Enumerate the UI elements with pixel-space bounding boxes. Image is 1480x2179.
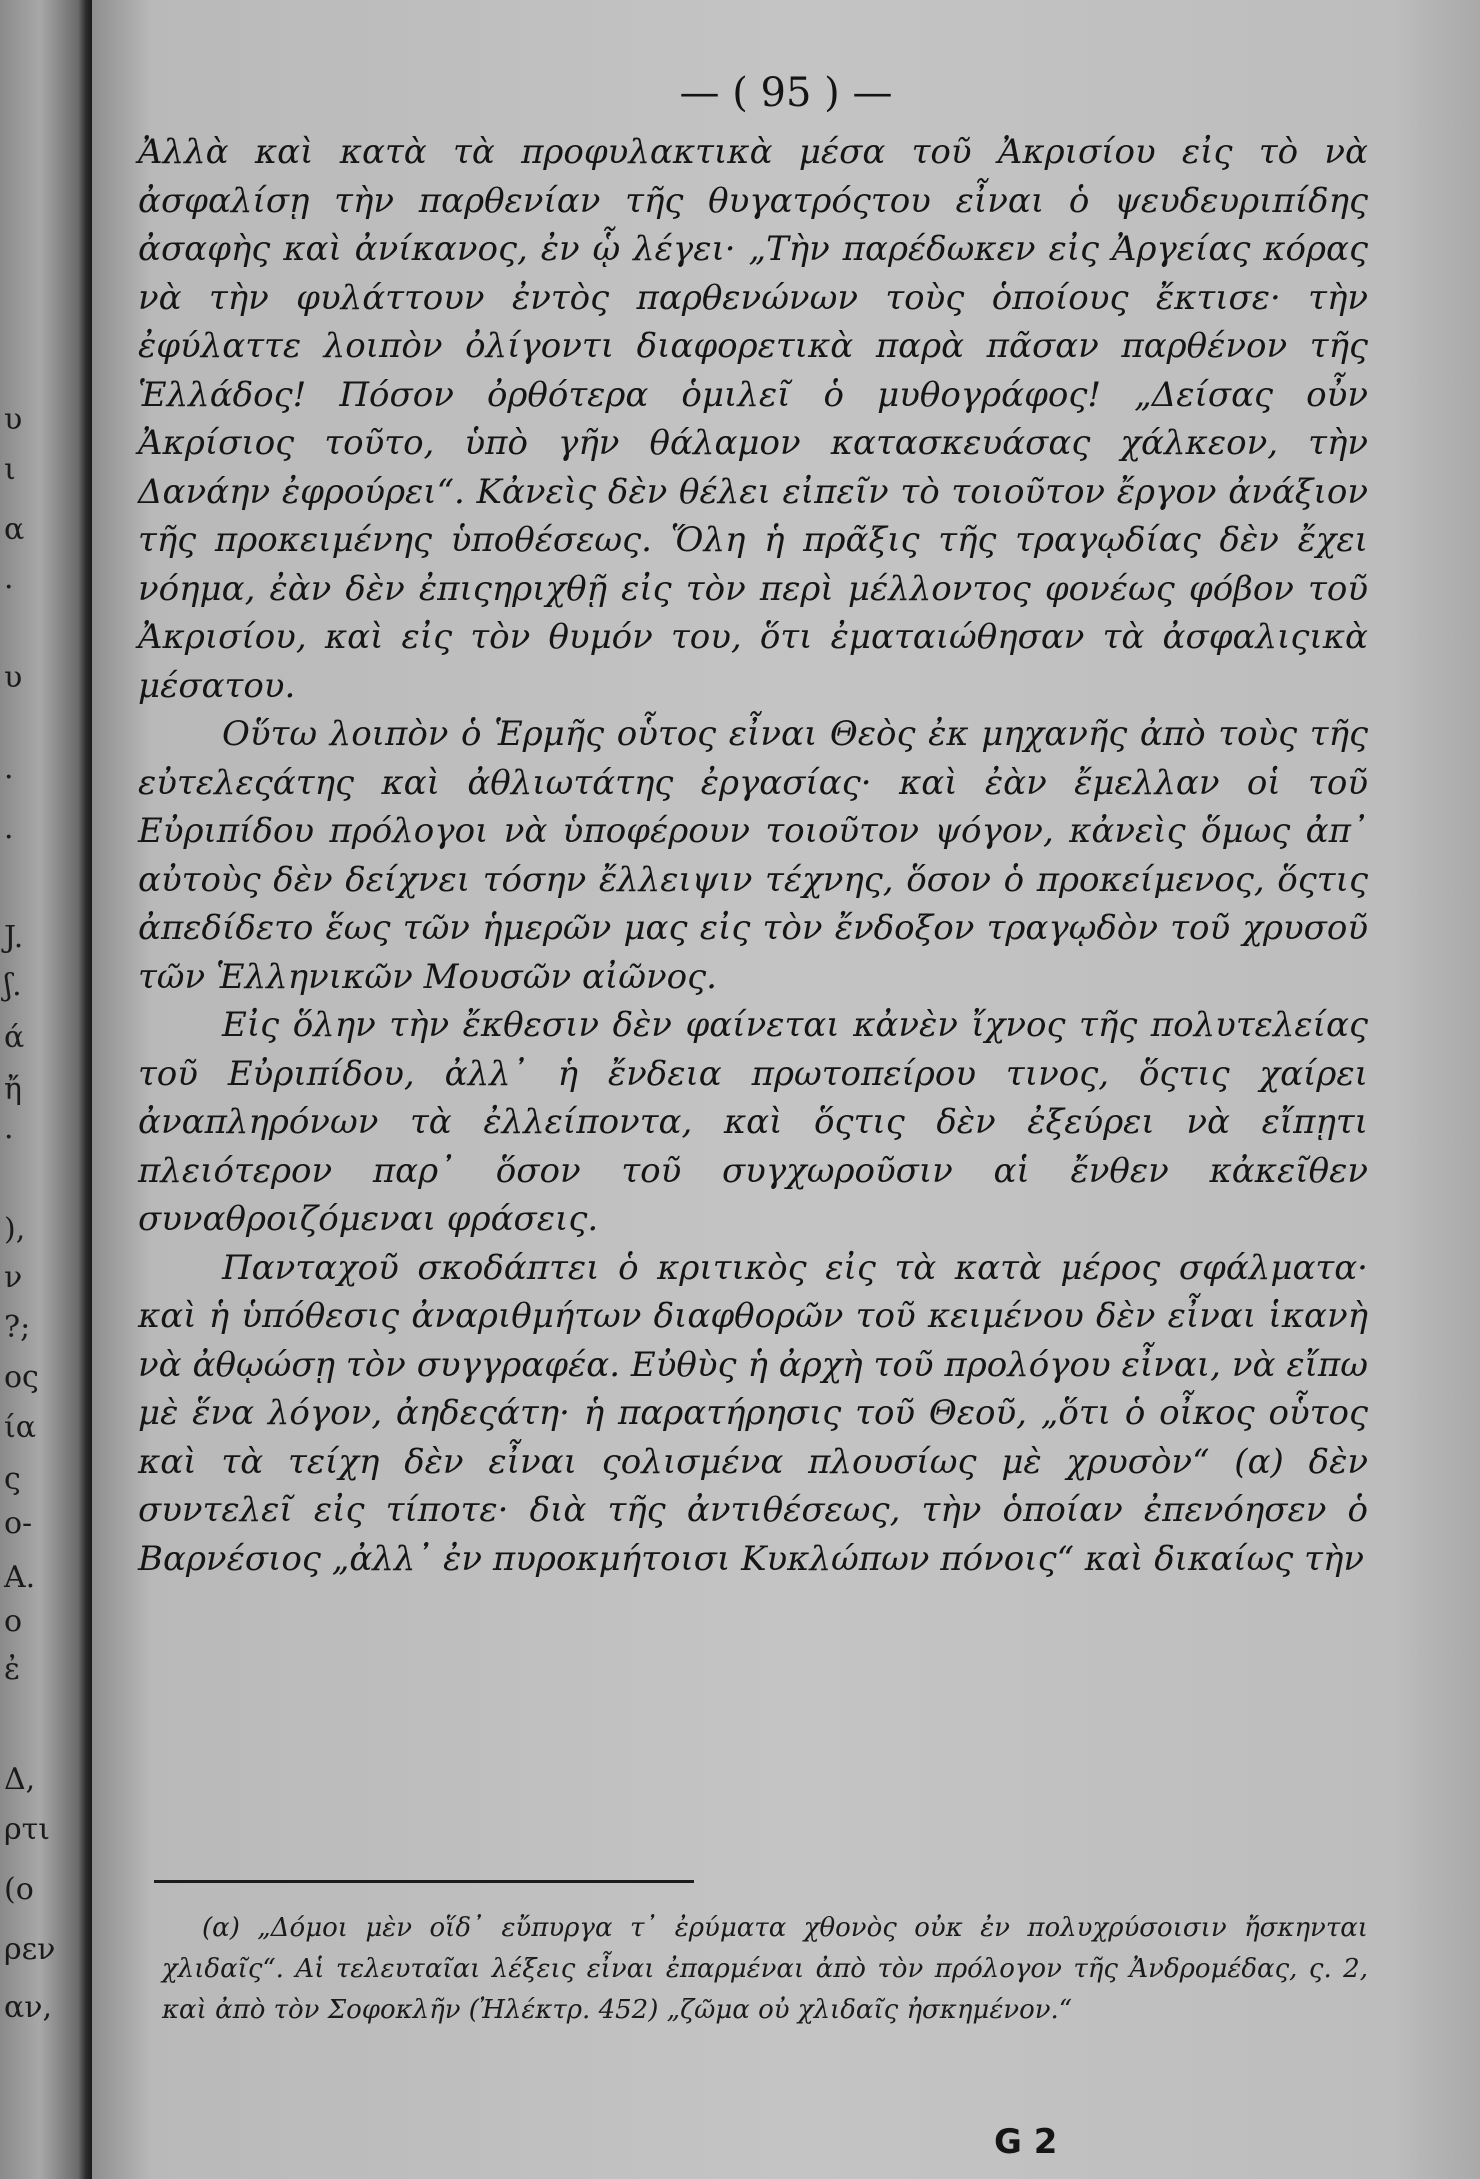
margin-fragment: · (4, 820, 14, 855)
signature-mark: G 2 (994, 2122, 1058, 2162)
margin-fragment: (ο (4, 1872, 34, 1907)
margin-fragment: ς (4, 1462, 21, 1497)
margin-fragment: αν, (4, 1990, 53, 2025)
margin-fragment: A. (4, 1560, 36, 1595)
margin-fragment: Δ, (4, 1762, 36, 1797)
footnote: (α) „Δόμοι μὲν οἵδ᾽ εὔπυργα τ᾽ ἐρύματα χθονὸς οὐκ ἐν πολυχρύσοισιν ἤσκηνται χλιδαῖς“. Αἱ τελευταῖαι λέξεις εἶναι ἐπαρμέναι ἀπὸ τὸν πρόλογον τῆς Ἀνδρομέδας, ς. 2, καὶ ἀπὸ τὸν Σοφοκλῆν (Ἠλέκτρ. 452) „ζῶμα οὐ χλιδαῖς ἠσκημένον.“ (162, 1913, 1368, 2025)
margin-fragment: ἐ (4, 1652, 21, 1687)
adjacent-page-margin (0, 0, 92, 2179)
margin-fragment: · (4, 1120, 14, 1155)
margin-fragment: υ (4, 660, 23, 695)
margin-fragment: ο (4, 1604, 23, 1639)
margin-fragment: ος (4, 1360, 39, 1395)
margin-fragment: · (4, 760, 14, 795)
page-number-header: — ( 95 ) — (679, 70, 893, 116)
margin-fragment: ?; (4, 1310, 31, 1345)
margin-fragment: ο- (4, 1506, 33, 1541)
paragraph: Εἰς ὅλην τὴν ἔκθεσιν δὲν φαίνεται κἀνὲν ἴχνος τῆς πολυτελείας τοῦ Εὐριπίδου, ἀλλ᾽ ἡ ἔνδεια πρωτοπείρου τινος, ὅςτις χαίρει ἀναπληρόνων τὰ ἐλλείποντα, καὶ ὅςτις δὲν ἐξεύρει νὰ εἴπῃτι πλειότερον παρ᾽ ὅσον τοῦ συγχωροῦσιν αἱ ἔνθεν κἀκεῖθεν συναθροιζόμεναι φράσεις. (138, 1005, 1368, 1239)
margin-fragment: ), (4, 1212, 26, 1247)
margin-fragment: ία (4, 1410, 37, 1445)
margin-fragment: ʃ. (4, 968, 22, 1003)
margin-fragment: ν (4, 1260, 23, 1295)
margin-fragment: · (4, 570, 14, 605)
margin-fragment: ά (4, 1020, 25, 1055)
margin-fragment: α (4, 512, 25, 547)
margin-fragment: J. (4, 920, 24, 955)
footnote-divider (154, 1880, 694, 1883)
margin-fragment: ρτι (4, 1812, 50, 1847)
book-page (92, 0, 1480, 2179)
margin-fragment: ι (4, 452, 16, 487)
margin-fragment: ἤ (4, 1072, 22, 1107)
main-text (138, 128, 1368, 1583)
paragraph: Πανταχοῦ σκοδάπτει ὁ κριτικὸς εἰς τὰ κατὰ μέρος σφάλματα· καὶ ἡ ὑπόθεσις ἀναριθμήτων διαφθορῶν τοῦ κειμένου δὲν εἶναι ἱκανὴ νὰ ἀθῳώσῃ τὸν συγγραφέα. Εὐθὺς ἡ ἀρχὴ τοῦ προλόγου εἶναι, νὰ εἴπω μὲ ἕνα λόγον, ἀηδεςάτη· ἡ παρατήρησις τοῦ Θεοῦ, „ὅτι ὁ οἶκος οὗτος καὶ τὰ τείχη δὲν εἶναι ςολισμένα πλουσίως μὲ χρυσὸν“ (α) δὲν συντελεῖ εἰς τίποτε· διὰ τῆς ἀντιθέσεως, τὴν ὁποίαν ἐπενόησεν ὁ Βαρνέσιος „ἀλλ᾽ ἐν πυροκμήτοισι Κυκλώπων πόνοις“ καὶ δικαίως τὴν (138, 1247, 1368, 1579)
margin-fragment: υ (4, 402, 23, 437)
margin-fragment: ρεν (4, 1932, 56, 1967)
paragraph: Ἀλλὰ καὶ κατὰ τὰ προφυλακτικὰ μέσα τοῦ Ἀκρισίου εἰς τὸ νὰ ἀσφαλίσῃ τὴν παρθενίαν τῆς θυγατρόςτου εἶναι ὁ ψευδευριπίδης ἀσαφὴς καὶ ἀνίκανος, ἐν ᾧ λέγει· „Τὴν παρέδωκεν εἰς Ἀργείας κόρας νὰ τὴν φυλάττουν ἐντὸς παρθενώνων τοὺς ὁποίους ἔκτισε· τὴν ἐφύλαττε λοιπὸν ὀλίγοντι διαφορετικὰ παρὰ πᾶσαν παρθένον τῆς Ἑλλάδος! Πόσον ὀρθότερα ὁμιλεῖ ὁ μυθογράφος! „Δείσας οὖν Ἀκρίσιος τοῦτο, ὑπὸ γῆν θάλαμον κατασκευάσας χάλκεον, τὴν Δανάην ἐφρούρει“. Κἀνεὶς δὲν θέλει εἰπεῖν τὸ τοιοῦτον ἔργον ἀνάξιον τῆς προκειμένης ὑποθέσεως. Ὅλη ἡ πρᾶξις τῆς τραγῳδίας δὲν ἔχει νόημα, ἐὰν δὲν ἐπιςηριχθῇ εἰς τὸν περὶ μέλλοντος φονέως φόβον τοῦ Ἀκρισίου, καὶ εἰς τὸν θυμόν του, ὅτι ἐματαιώθησαν τὰ ἀσφαλιςικὰ μέσατου. (138, 132, 1368, 706)
footnote-section (162, 1908, 1368, 2031)
paragraph: Οὕτω λοιπὸν ὁ Ἑρμῆς οὗτος εἶναι Θεὸς ἐκ μηχανῆς ἀπὸ τοὺς τῆς εὐτελεςάτης καὶ ἀθλιωτάτης ἐργασίας· καὶ ἐὰν ἔμελλαν οἱ τοῦ Εὐριπίδου πρόλογοι νὰ ὑποφέρουν τοιοῦτον ψόγον, κἀνεὶς ὅμως ἀπ᾽ αὐτοὺς δὲν δείχνει τόσην ἔλλειψιν τέχνης, ὅσον ὁ προκείμενος, ὅςτις ἀπεδίδετο ἕως τῶν ἡμερῶν μας εἰς τὸν ἔνδοξον τραγῳδὸν τοῦ χρυσοῦ τῶν Ἑλληνικῶν Μουσῶν αἰῶνος. (138, 714, 1368, 997)
